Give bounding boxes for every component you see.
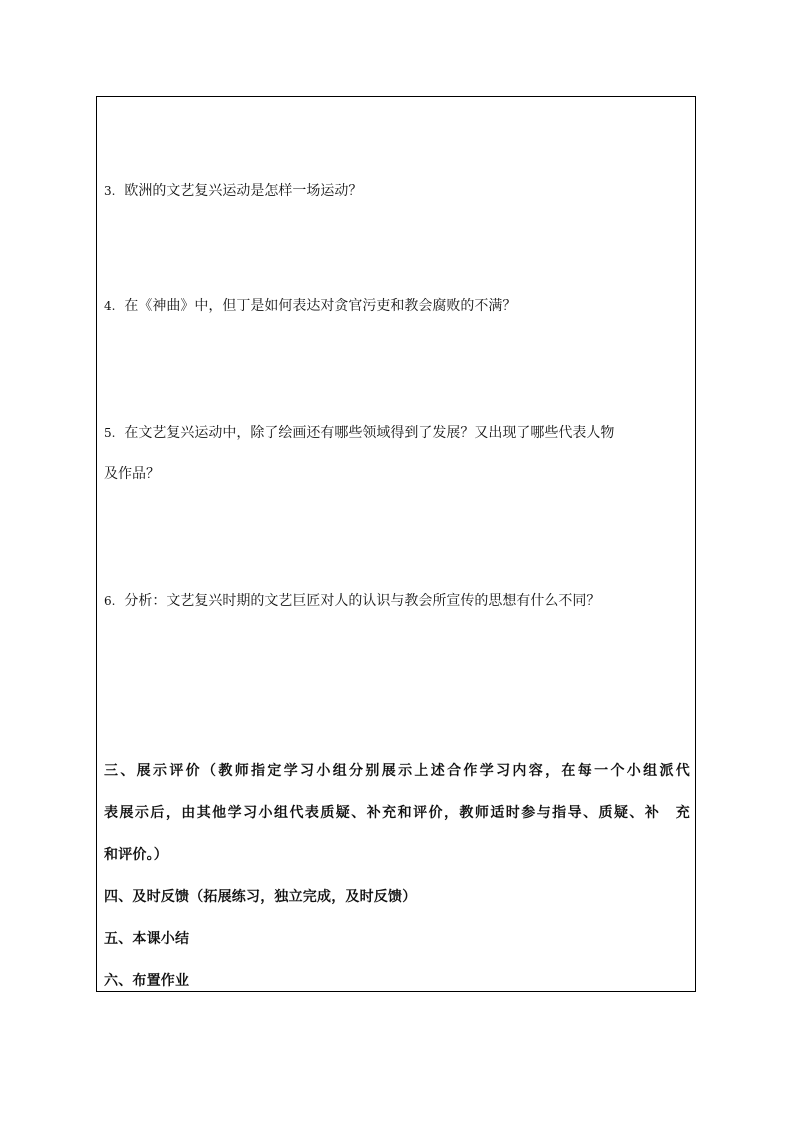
section-5: 五、本课小结: [104, 931, 190, 947]
question-text: 欧洲的文艺复兴运动是怎样一场运动？: [124, 183, 363, 199]
section-3-line-1: 三、展示评价（教师指定学习小组分别展示上述合作学习内容，在每一个小组派代: [104, 763, 690, 779]
question-text: 分析：文艺复兴时期的文艺巨匠对人的认识与教会所宣传的思想有什么不同？: [124, 593, 601, 609]
question-number: 5.: [104, 426, 116, 440]
section-3-line-2: 表展示后，由其他学习小组代表质疑、补充和评价，教师适时参与指导、质疑、补 充: [104, 805, 690, 821]
section-6: 六、布置作业: [104, 973, 190, 989]
lesson-table-cell: [96, 96, 696, 992]
question-5-continuation: [104, 464, 160, 484]
question-6: [104, 591, 600, 611]
section-4: 四、及时反馈（拓展练习，独立完成，及时反馈）: [104, 889, 417, 905]
question-number: 6.: [104, 594, 116, 608]
question-4: [104, 296, 516, 316]
question-text: 在《神曲》中，但丁是如何表达对贪官污吏和教会腐败的不满？: [124, 298, 517, 314]
question-number: 3.: [104, 184, 116, 198]
question-text: 在文艺复兴运动中，除了绘画还有哪些领域得到了发展？又出现了哪些代表人物: [124, 425, 615, 441]
question-text-cont: 及作品？: [104, 466, 160, 482]
section-3-line-3: 和评价。）: [104, 847, 168, 863]
question-number: 4.: [104, 299, 116, 313]
question-5: [104, 423, 614, 443]
question-3: [104, 181, 362, 201]
